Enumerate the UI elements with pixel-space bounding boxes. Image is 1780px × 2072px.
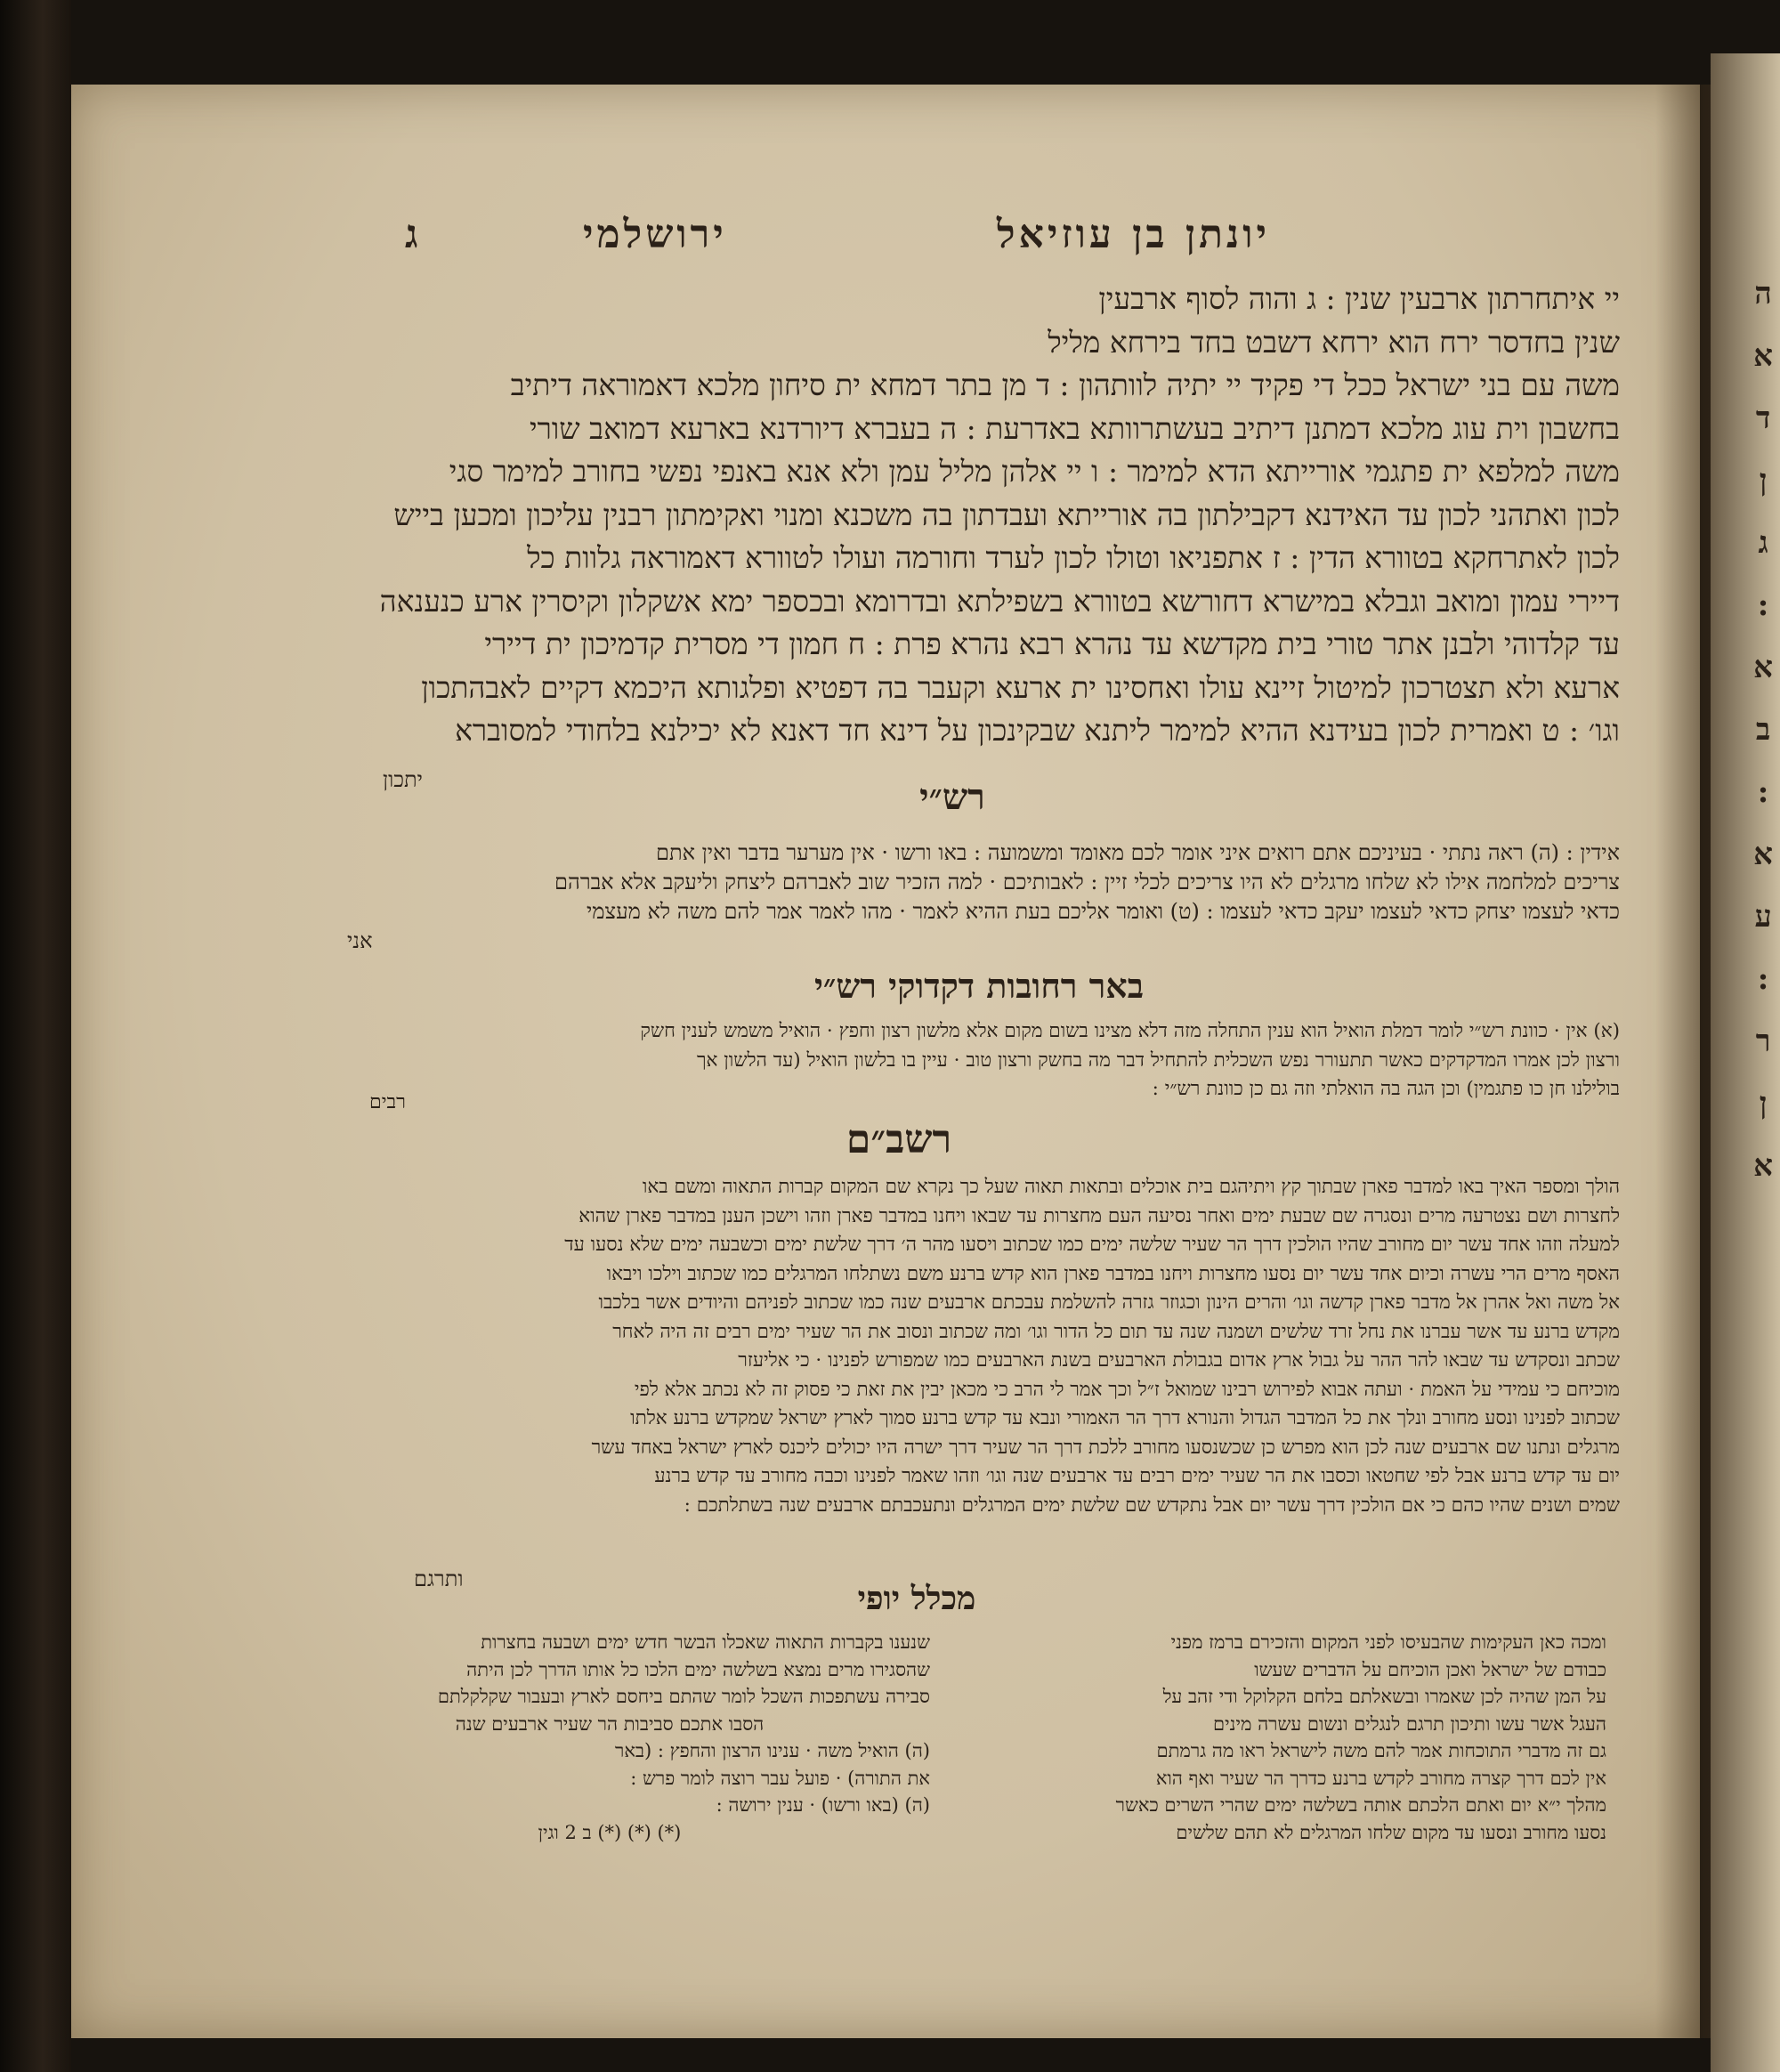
rashbam-line: שמים ושנים שהיו כהם כי אם הולכין דרך עשר יום אבל נתקדש שם שלשת ימים המרגלים ונתעכבתם ארבעים שנה בשתלתכם : xyxy=(684,1493,1620,1517)
rashbam-line: יום עד קדש ברנע אבל לפי שחטאו וכסבו את הר שעיר ימים רבים עד ארבעים שנה וגו׳ וזהו שאמר לפנינו וכבה מחורב עד קדש ברנע xyxy=(654,1465,1620,1487)
michlal-line: נסעו מחורב ונסעו עד מקום שלחו המרגלים לא תהם שלשים xyxy=(1176,1821,1606,1843)
facing-letter: א xyxy=(1753,1148,1773,1184)
facing-letter: : xyxy=(1757,774,1769,810)
rashi-text xyxy=(267,838,1620,956)
targum-line: עד קלדוהי ולבנן אתר טורי בית מקדשא עד נהרא רבא נהרא פרת : ח חמון די מסרית קדמיכון ית דיירי xyxy=(484,627,1620,661)
michlal-left-column xyxy=(289,1629,930,1846)
targum-line: ארעא ולא תצטרכון למיטול זיינא עולו ואחסינו ית ארעא וקעבר בה דפטיא ופלגותא היכמא דקיים לאבהתכון xyxy=(421,669,1620,705)
michlal-line: שהסגירו מרים נמצא בשלשה ימים הלכו כל אותו הדרך לכן היתה xyxy=(466,1658,930,1680)
michlal-line: כבודם של ישראל ואכן הוכיחם על הדברים שעשו xyxy=(1254,1658,1606,1680)
rashbam-text xyxy=(267,1173,1620,1520)
facing-letter: ה xyxy=(1754,276,1772,312)
rashi-line: אני xyxy=(347,928,373,953)
rashbam-line: שכתב ונסקדש עד שבאו להר ההר על גבול ארץ אדום בגבולת הארבעים בשנת הארבעים כמו שמפורש לפנינו · כי אליעזר xyxy=(738,1349,1620,1372)
targum-line: דיירי עמון ומואב וגבלא במישרא דחורשא בטוורא בשפילתא ובדרומא ובכספר ימא אשקלון וקיסרין ארע כנענאה xyxy=(379,583,1620,619)
rashbam-line: למעלה וזהו אחד עשר יום מחורב שהיו הולכין דרך הר שעיר שלשה ימים כמו שכתוב ויסעו מהר ה׳ דרך שלשת ימים וכשבעה ימים שלא נסעו עד xyxy=(564,1234,1620,1256)
rashi-title: רש״י xyxy=(919,776,985,818)
rashbam-line: הולך ומספר האיך באו למדבר פארן שבתוך קץ ויתיהגם בית אוכלים ובתאות תאוה שעל כך נקרא שם המקום קברות התאוה ומשם באו xyxy=(642,1176,1620,1198)
rashbam-title: רשב״ם xyxy=(846,1117,952,1162)
facing-letter: : xyxy=(1757,587,1769,623)
beer-line: ורצון לכן אמרו המדקדקים כאשר תתעורר נפש השכלית להתחיל דבר מה בחשק ורצון טוב · עיין בו בלשון הואיל (עד הלשון אך xyxy=(696,1048,1620,1072)
rashbam-line: אל משה ואל אהרן אל מדבר פארן קדשה וגו׳ והרים הינון וכגוזר גזרה להשלמת עבכתם ארבעים שנה כמו שכתוב לפניהם והיודים אשר בלכבו xyxy=(598,1291,1620,1314)
michlal-line: על המן שהיה לכן שאמרו ובשאלתם בלחם הקלוקל ודי זהב על xyxy=(1162,1686,1606,1707)
beer-line: בולילנו חן כו פתגמין) וכן הגה בה הואלתי וזה גם כן כוונת רש״י : xyxy=(1152,1078,1620,1100)
targum-line: משה עם בני ישראל ככל די פקיד יי יתיה לוותהון : ד מן בתר דמחא ית סיחון מלכא דאמוראה דיתיב xyxy=(510,368,1620,402)
facing-letter: ע xyxy=(1754,899,1772,935)
beer-end-word: רבים xyxy=(369,1091,406,1113)
michlal-line: (*) (*) (*) ב 2 וגין xyxy=(538,1821,682,1843)
targum-line: לכון ואתהני לכון עד האידנא דקבילתון בה אורייתא ועבדתון בה משכנא ומנוי ואקימתון רבנין עליכון ומכען בייש xyxy=(393,497,1620,532)
michlal-line: אין לכם דרך קצרה מחורב לקדש ברנע כדרך הר שעיר ואף הוא xyxy=(1155,1767,1606,1789)
page-letter: ג xyxy=(405,212,422,257)
beer-text xyxy=(267,1017,1620,1105)
facing-letter: א xyxy=(1753,338,1773,374)
michlal-title: מכלל יופי xyxy=(857,1580,976,1617)
facing-letter: א xyxy=(1753,837,1773,872)
rashi-line: צריכים למלחמה אילו לא שלחו מרגלים לא היו צריכים לכלי זיין : לאבותיכם · למה הזכיר שוב לאברהם ליצחק וליעקב אלא אברהם xyxy=(554,870,1620,894)
rashbam-line: האסף מרים הרי עשרה וכיום אחד עשר יום נסעו מחצרות ויחנו במדבר פארן הוא קדש ברנע משם נשתלחו המרגלים כמו שכתוב וילכו ויבאו xyxy=(606,1262,1620,1285)
page-gutter xyxy=(1655,85,1711,2038)
facing-letter: : xyxy=(1757,961,1769,997)
targum-line: משה למלפא ית פתגמי אורייתא הדא למימר : ו יי אלהן מליל עמן ולא אנא באנפי נפשי בחורב למימר סגי xyxy=(449,454,1620,489)
michlal-right-column xyxy=(966,1629,1606,1846)
facing-letter: ג xyxy=(1758,525,1768,561)
rashbam-line: מקדש ברנע עד אשר עברנו את נחל זרד שלשים ושמנה שנה עד תום כל הדור וגו׳ ומה שכתוב ונסוב את הר שעיר ימים רבים זה היה לאחר xyxy=(612,1320,1620,1343)
rashbam-end-word: ותרגם xyxy=(414,1566,464,1591)
facing-letter: ן xyxy=(1759,463,1768,498)
beer-title: באר רחובות דקדוקי רש״י xyxy=(813,966,1145,1006)
beer-line: (א) אין · כוונת רש״י לומר דמלת הואיל הוא ענין התחלה מזה דלא מצינו בשום מקום אלא מלשון רצון וחפץ · הואיל משמש לענין חשק xyxy=(640,1020,1620,1042)
michlal-line: מהלך י״א יום ואתם הלכתם אותה בשלשה ימים שהרי השרים כאשר xyxy=(1115,1794,1606,1816)
header-title-right: יונתן בן עוזיאל xyxy=(997,212,1271,257)
facing-page-letters xyxy=(1753,276,1773,1210)
michlal-line: את התורה) · פועל עבר רוצה לומר פרש : xyxy=(630,1767,930,1789)
facing-letter: ן xyxy=(1759,1086,1768,1121)
targum-line: שנין בחדסר ירח הוא ירחא דשבט בחד בירחא מליל xyxy=(1048,324,1620,360)
book-spine xyxy=(0,0,71,2072)
facing-letter: ר xyxy=(1755,1024,1771,1059)
michlal-line: גם זה מדברי התוכחות אמר להם משה לישראל ראו מה גרמתם xyxy=(1156,1740,1606,1761)
michlal-line: העגל אשר עשו ותיכון תרגם לנגלים ונשום עשרה מינים xyxy=(1213,1712,1606,1735)
targum-line: בחשבון וית עוג מלכא דמתנן דיתיב בעשתרוותא באדרעת : ה בעברא דיורדנא בארעא דמואב שורי xyxy=(530,410,1620,446)
header-title-left: ירושלמי xyxy=(583,212,727,257)
michlal-line: הסבו אתכם סביבות הר שעיר ארבעים שנה xyxy=(455,1712,765,1735)
rashbam-line: שכתוב לפנינו ונסע מחורב ונלך את כל המדבר הגדול והנורא דרך הר האמורי ונבא עד קדש ברנע סמוך לארץ ישראל שמקדש ברנע אלתו xyxy=(630,1407,1620,1429)
rashbam-line: מוכיחם כי עמידי על האמת · ועתה אבוא לפירוש רבינו שמואל ז״ל וכך אמר לי הרב כי מכאן יבין את זאת כי פסוק זה לא נכתב אלא לפי xyxy=(634,1378,1620,1401)
rashi-line: כדאי לעצמו יצחק כדאי לעצמו יעקב כדאי לעצמו : (ט) ואומר אליכם בעת ההיא לאמר · מהו לאמר אמר להם משה לא מעצמי xyxy=(587,899,1620,924)
facing-letter: ד xyxy=(1755,401,1771,436)
targum-text xyxy=(267,278,1620,753)
targum-line: וגו׳ : ט ואמרית לכון בעידנא ההיא למימר ליתנא שבקינכון על דינא חד דאנא לא יכילנא בלחודי למסוברא xyxy=(455,713,1620,748)
michlal-line: שנענו בקברות התאוה שאכלו הבשר חדש ימים ושבעה בחצרות xyxy=(481,1631,930,1653)
facing-letter: א xyxy=(1753,650,1773,685)
michlal-line: (ה) הואיל משה · ענינו הרצון והחפץ : (באר xyxy=(615,1740,930,1761)
michlal-line: (ה) (באו ורשו) · ענין ירושה : xyxy=(716,1794,930,1816)
michlal-line: סבירה עשתפכות השכל לומר שהתם ביחסם לארץ ובעבור שקלקלתם xyxy=(437,1686,930,1707)
targum-line: יי איתחרתון ארבעין שנין : ג והוה לסוף ארבעין xyxy=(1098,281,1620,316)
targum-line: לכון לאתרחקא בטוורא הדין : ז אתפניאו וטולו לכון לערד וחורמה ועולו לטוורא דאמוראה גלוות כל xyxy=(527,540,1620,575)
rashbam-line: לחצרות ושם נצטרעה מרים ונסגרה שם שבעת ימים ואחר נסיעה העם מחצרות עד שבאו ויחנו במדבר פארן וזהו וישכן הענן במדבר פארן שהוא xyxy=(578,1204,1620,1227)
facing-letter: ב xyxy=(1755,712,1771,748)
rashi-line: אידין : (ה) ראה נתתי · בעיניכם אתם רואים איני אומר לכם מאומד ומשמועה : באו ורשו · אין מערער בדבר ואין אתם xyxy=(656,840,1620,865)
michlal-line: ומכה כאן העקימות שהבעיסו לפני המקום והזכירם ברמז מפני xyxy=(1170,1631,1606,1653)
targum-end-word: יתכון xyxy=(383,767,423,792)
rashbam-line: מרגלים ונתנו שם ארבעים שנה לכן הוא מפרש כן שכשנסעו מחורב ללכת דרך הר שעיר דרך ישרה היו יכולים ליכנס לארץ ישראל באחד עשר xyxy=(591,1436,1620,1459)
